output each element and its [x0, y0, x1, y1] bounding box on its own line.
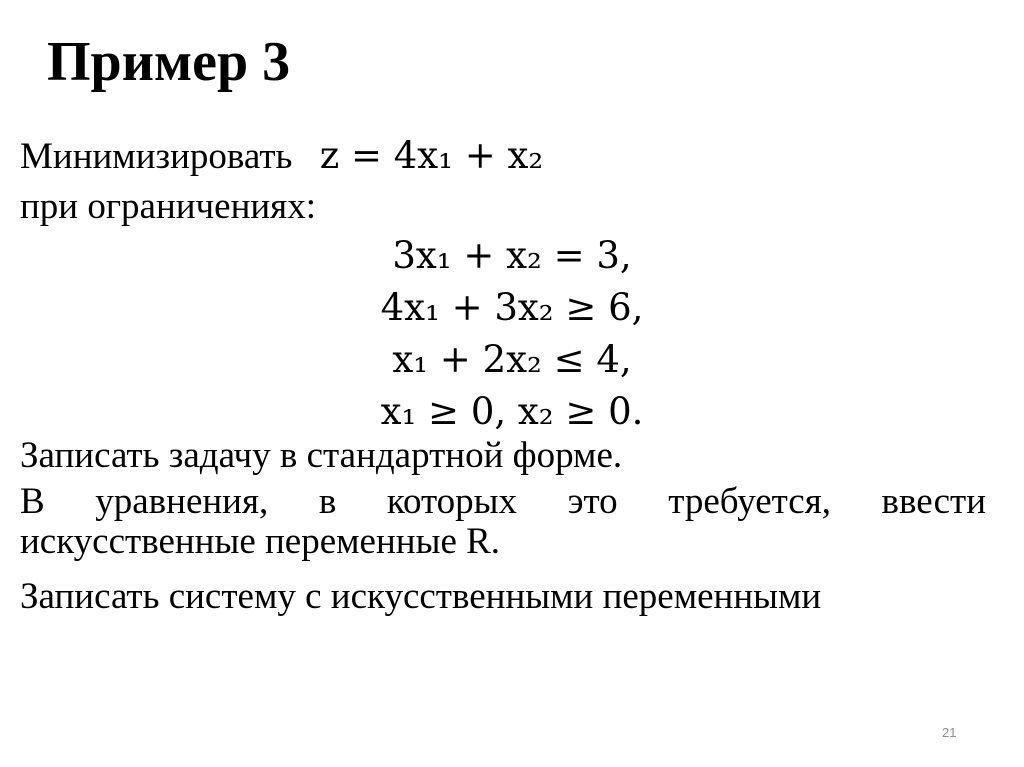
constraint-4: x₁ ≥ 0, x₂ ≥ 0. [380, 390, 644, 433]
page-number: 21 [942, 725, 957, 740]
constraints-label: при ограничениях: [20, 186, 316, 227]
task-artificial-variables [20, 482, 986, 562]
constraint-1: 3x₁ + x₂ = 3, [392, 234, 632, 277]
slide-title: Пример 3 [47, 31, 291, 93]
constraint-2: 4x₁ + 3x₂ ≥ 6, [380, 286, 644, 329]
task-artificial-line-1: В уравнения, в которых это требуется, ввести [20, 481, 986, 522]
task-system: Записать систему с искусственными переменными [20, 576, 822, 617]
task-artificial-line-2: искусственные переменные R. [20, 521, 501, 562]
constraints-block [0, 230, 1024, 438]
objective-line [20, 134, 543, 179]
task-standard-form: Записать задачу в стандартной форме. [20, 435, 623, 476]
constraint-3: x₁ + 2x₂ ≤ 4, [392, 338, 632, 381]
objective-formula: z = 4x₁ + x₂ [319, 134, 544, 177]
objective-label: Минимизировать [20, 136, 293, 177]
